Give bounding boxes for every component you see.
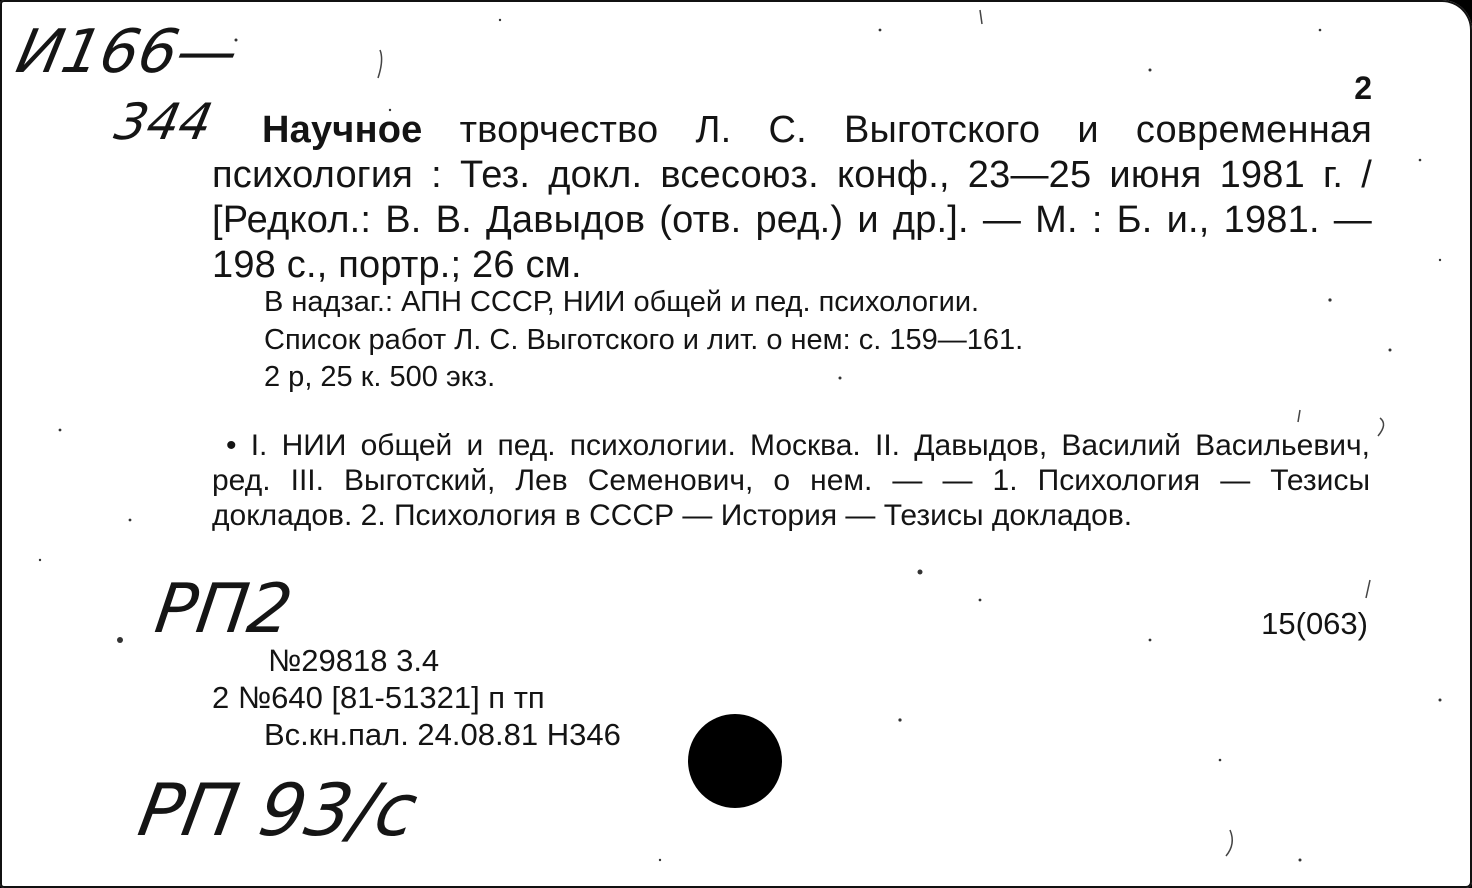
shelfmark-line2: 344 bbox=[109, 93, 218, 151]
rp93-mark: РП 93/с bbox=[132, 768, 424, 852]
handwritten-shelfmark-top bbox=[10, 17, 245, 87]
shelfmark-line1: И166— bbox=[10, 17, 245, 87]
handwritten-shelfmark-bottom bbox=[110, 94, 217, 150]
footer-line1: №29818 3.4 bbox=[268, 643, 440, 678]
punch-hole bbox=[688, 714, 782, 808]
subject-text: • I. НИИ общей и пед. психологии. Москва. II. Давыдов, Василий Васильевич, ред. III. Выготский, Лев Семенович, о нем. — — 1. Психология — Тезисы докладов. 2. Психология в СССР — История — Тезисы докладов. bbox=[212, 429, 1370, 532]
footer-line2: 2 №640 [81-51321] п тп bbox=[212, 680, 545, 715]
rp2-mark: РП2 bbox=[150, 570, 298, 649]
handwritten-rp93 bbox=[133, 768, 424, 852]
title-rest: творчество Л. С. Выготского и современная психология : Тез. докл. всесоюз. конф., 23—25 июня 1981 г. / [Редкол.: В. В. Давыдов (отв. ред.) и др.]. — М. : Б. и., 1981. — 198 с., портр.; 26 см. bbox=[212, 109, 1372, 286]
bibliographic-description bbox=[212, 108, 1372, 288]
note-header: В надзаг.: АПН СССР, НИИ общей и пед. психологии. bbox=[264, 286, 980, 318]
classification-index: 15(063) bbox=[1261, 606, 1368, 641]
note-bibliography: Список работ Л. С. Выготского и лит. о нем: с. 159—161. bbox=[264, 324, 1024, 356]
title-first-word: Научное bbox=[262, 109, 423, 151]
subject-headings bbox=[212, 428, 1370, 533]
footer-line3: Вс.кн.пал. 24.08.81 Н346 bbox=[264, 717, 621, 752]
handwritten-rp2 bbox=[150, 570, 297, 650]
note-price: 2 р, 25 к. 500 экз. bbox=[264, 361, 496, 393]
card-number: 2 bbox=[1354, 70, 1372, 106]
